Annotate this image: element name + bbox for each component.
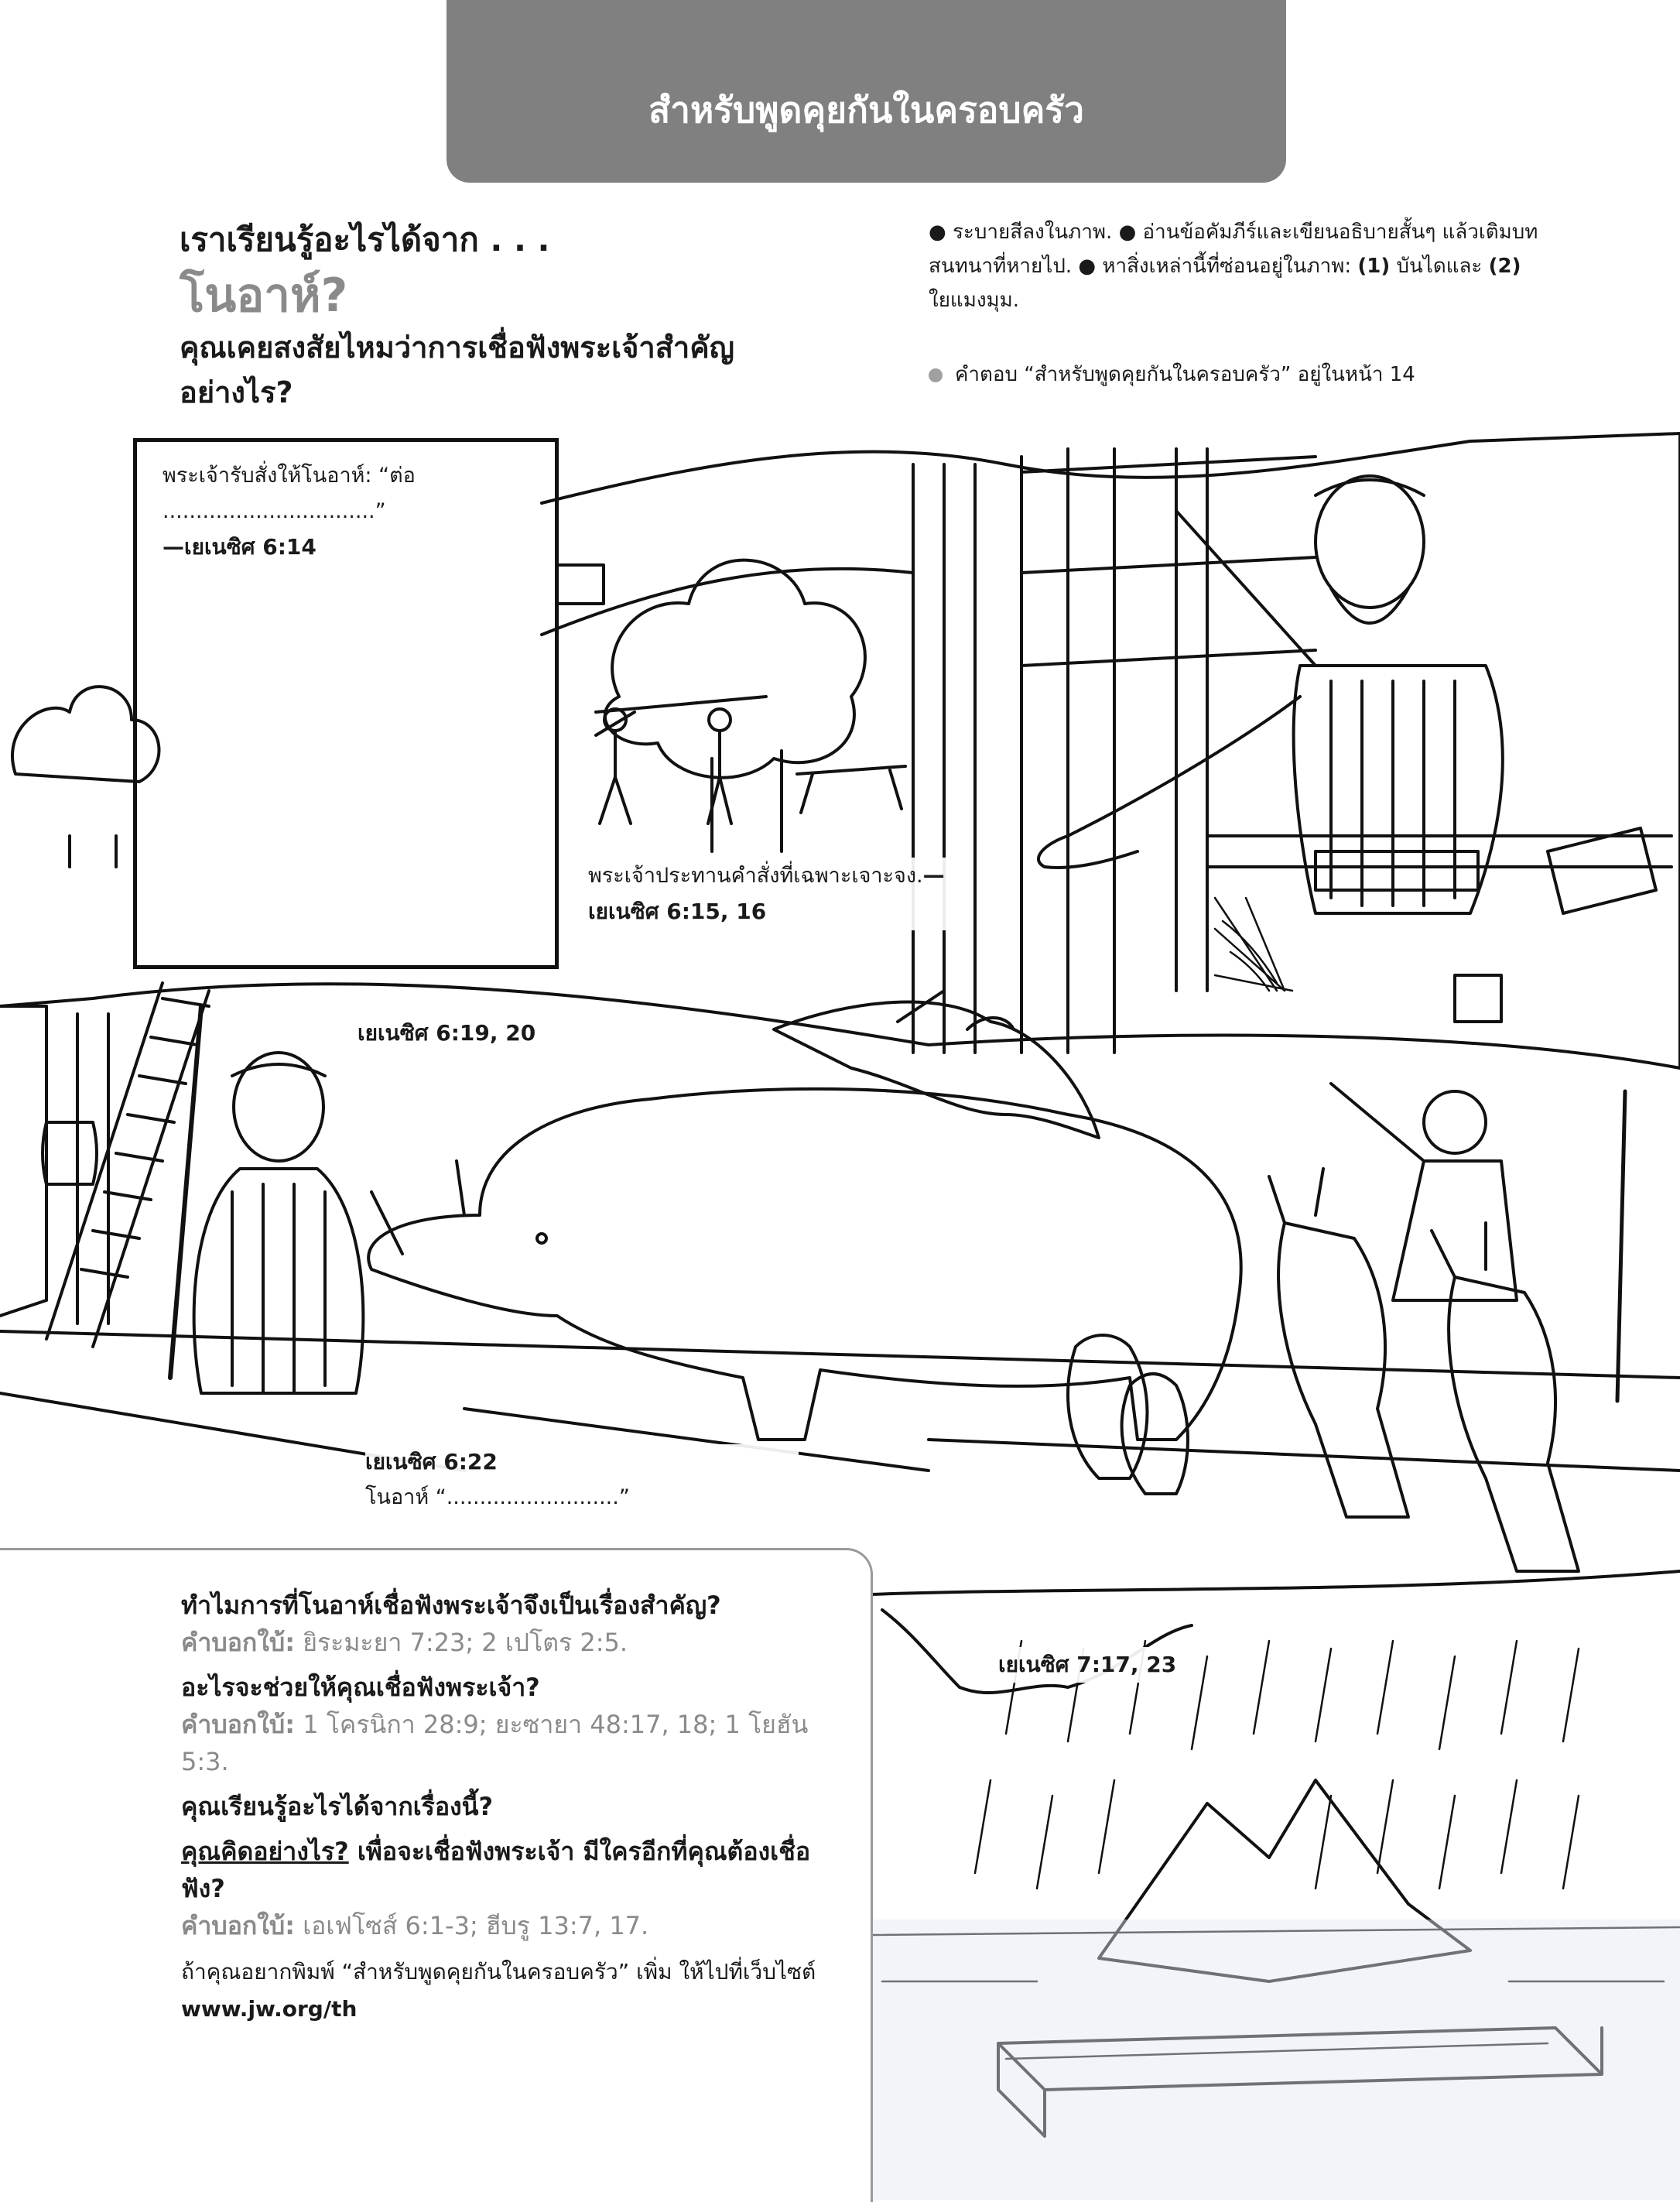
hint-label: คำบอกใบ้: bbox=[181, 1911, 296, 1940]
intro-question: คุณเคยสงสัยไหมว่าการเชื่อฟังพระเจ้าสำคัญอย่างไร? bbox=[180, 330, 735, 409]
hint-1 bbox=[181, 1624, 831, 1661]
footer-note bbox=[181, 1954, 831, 2028]
hint-2-text: 1 โครนิกา 28:9; ยะซายา 48:17, 18; 1 โยฮัน 5:3. bbox=[181, 1710, 809, 1776]
question-list bbox=[181, 1579, 831, 2028]
caption-instructions-ref: —เยเนซิศ 6:15, 16 bbox=[588, 862, 945, 924]
answer-note bbox=[929, 358, 1625, 392]
question-4 bbox=[181, 1833, 831, 1907]
hint-4-text: เอเฟโซส์ 6:1-3; ฮีบรู 13:7, 17. bbox=[303, 1911, 649, 1940]
inset-caption bbox=[163, 458, 526, 565]
hint-4 bbox=[181, 1907, 831, 1944]
intro-lead: เราเรียนรู้อะไรได้จาก . . . bbox=[180, 221, 550, 259]
item1-number: (1) bbox=[1357, 255, 1391, 278]
caption-instructions-text: พระเจ้าประทานคำสั่งที่เฉพาะเจาะจง. bbox=[588, 864, 923, 888]
intro-name: โนอาห์? bbox=[180, 269, 348, 323]
question-4-text: เพื่อจะเชื่อฟังพระเจ้า มีใครอีกที่คุณต้องเชื่อฟัง? bbox=[181, 1837, 811, 1903]
inset-caption-text: พระเจ้ารับสั่งให้โนอาห์: “ต่อ bbox=[163, 464, 416, 488]
question-4-lead: คุณคิดอย่างไร? bbox=[181, 1837, 349, 1866]
item2-label: ใยแมงมุม. bbox=[929, 289, 1020, 312]
caption-noah-did-ref: เยเนซิศ 6:22 bbox=[365, 1449, 498, 1474]
answer-note-text: คำตอบ “สำหรับพูดคุยกันในครอบครัว” อยู่ในหน้า 14 bbox=[955, 363, 1415, 386]
footer-text: ถ้าคุณอยากพิมพ์ “สำหรับพูดคุยกันในครอบครัว” เพิ่ม ให้ไปที่เว็บไซต์ bbox=[181, 1959, 816, 1985]
question-3: คุณเรียนรู้อะไรได้จากเรื่องนี้? bbox=[181, 1792, 494, 1821]
inset-caption-ref: —เยเนซิศ 6:14 bbox=[163, 534, 316, 560]
instructions bbox=[929, 215, 1548, 317]
hint-2 bbox=[181, 1706, 831, 1780]
hint-1-text: ยิระมะยา 7:23; 2 เปโตร 2:5. bbox=[303, 1628, 628, 1657]
caption-noah-did-blank: โนอาห์ “..........................” bbox=[365, 1485, 630, 1509]
item2-number: (2) bbox=[1488, 255, 1521, 278]
caption-animals-ref: เยเนซิศ 6:19, 20 bbox=[358, 1015, 535, 1051]
hint-label: คำบอกใบ้: bbox=[181, 1628, 296, 1657]
instructions-text: ● ระบายสีลงในภาพ. ● อ่านข้อคัมภีร์และเขียนอธิบายสั้นๆ แล้วเติมบทสนทนาที่หายไป. ● หาสิ่งเหล่านี้ที่ซ่อนอยู่ในภาพ: bbox=[929, 221, 1538, 278]
caption-flood-ref: เยเนซิศ 7:17, 23 bbox=[998, 1647, 1176, 1683]
caption-noah-did bbox=[365, 1444, 799, 1515]
caption-instructions bbox=[588, 858, 952, 930]
page-title: สำหรับพูดคุยกันในครอบครัว bbox=[648, 89, 1084, 131]
bullet-dot-icon bbox=[929, 368, 943, 382]
question-1: ทำไมการที่โนอาห์เชื่อฟังพระเจ้าจึงเป็นเรื่องสำคัญ? bbox=[181, 1591, 721, 1620]
hint-label: คำบอกใบ้: bbox=[181, 1710, 296, 1739]
website-link[interactable]: www.jw.org/th bbox=[181, 1996, 358, 2022]
item1-label: บันไดและ bbox=[1396, 255, 1483, 278]
question-2: อะไรจะช่วยให้คุณเชื่อฟังพระเจ้า? bbox=[181, 1673, 540, 1702]
inset-caption-blank: ................................” bbox=[163, 499, 386, 523]
